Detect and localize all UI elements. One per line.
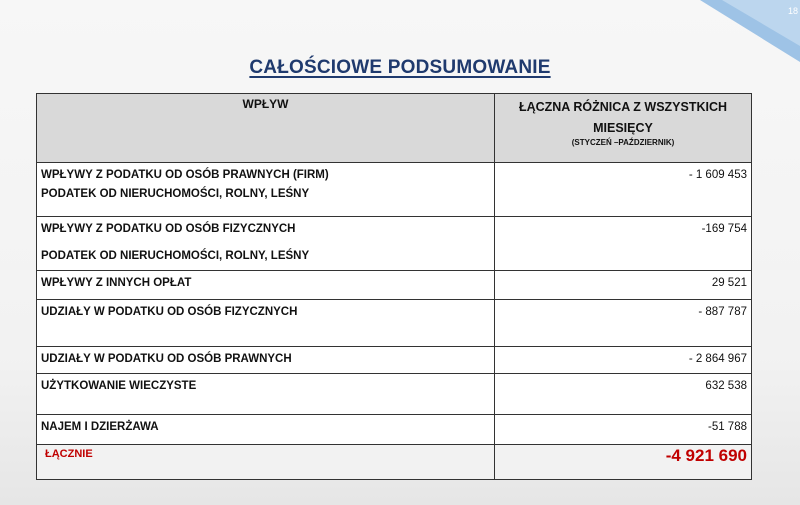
row-value: - 887 787 (495, 300, 752, 347)
row-value: -51 788 (495, 415, 752, 445)
corner-decoration (700, 0, 800, 62)
table-row (37, 415, 752, 445)
total-value: -4 921 690 (495, 445, 752, 480)
table-row (37, 217, 752, 271)
row-label: WPŁYWY Z INNYCH OPŁAT (37, 271, 495, 300)
table-row (37, 347, 752, 374)
row-label: WPŁYWY Z PODATKU OD OSÓB PRAWNYCH (FIRM) PODATEK OD NIERUCHOMOŚCI, ROLNY, LEŚNY (37, 163, 495, 217)
table-row (37, 374, 752, 415)
row-label: NAJEM I DZIERŻAWA (37, 415, 495, 445)
row-value: - 1 609 453 (495, 163, 752, 217)
total-row (37, 445, 752, 480)
row-value: 632 538 (495, 374, 752, 415)
table-row (37, 271, 752, 300)
header-inflow: WPŁYW (37, 94, 495, 163)
table-row (37, 300, 752, 347)
row-label: WPŁYWY Z PODATKU OD OSÓB FIZYCZNYCH PODATEK OD NIERUCHOMOŚCI, ROLNY, LEŚNY (37, 217, 495, 271)
row-value: 29 521 (495, 271, 752, 300)
row-value: -169 754 (495, 217, 752, 271)
header-difference-label: ŁĄCZNA RÓŻNICA Z WSZYSTKICH MIESIĘCY (518, 100, 728, 135)
row-value: - 2 864 967 (495, 347, 752, 374)
page-number: 18 (787, 6, 798, 16)
header-period: (STYCZEŃ –PAŹDZIERNIK) (571, 138, 675, 147)
page-title: CAŁOŚCIOWE PODSUMOWANIE (249, 57, 551, 78)
header-difference (495, 94, 752, 163)
row-label: UDZIAŁY W PODATKU OD OSÓB PRAWNYCH (37, 347, 495, 374)
summary-table (36, 93, 752, 480)
row-label: UŻYTKOWANIE WIECZYSTE (37, 374, 495, 415)
row-label: UDZIAŁY W PODATKU OD OSÓB FIZYCZNYCH (37, 300, 495, 347)
table-header-row (37, 94, 752, 163)
table-row (37, 163, 752, 217)
total-label: ŁĄCZNIE (37, 445, 495, 480)
